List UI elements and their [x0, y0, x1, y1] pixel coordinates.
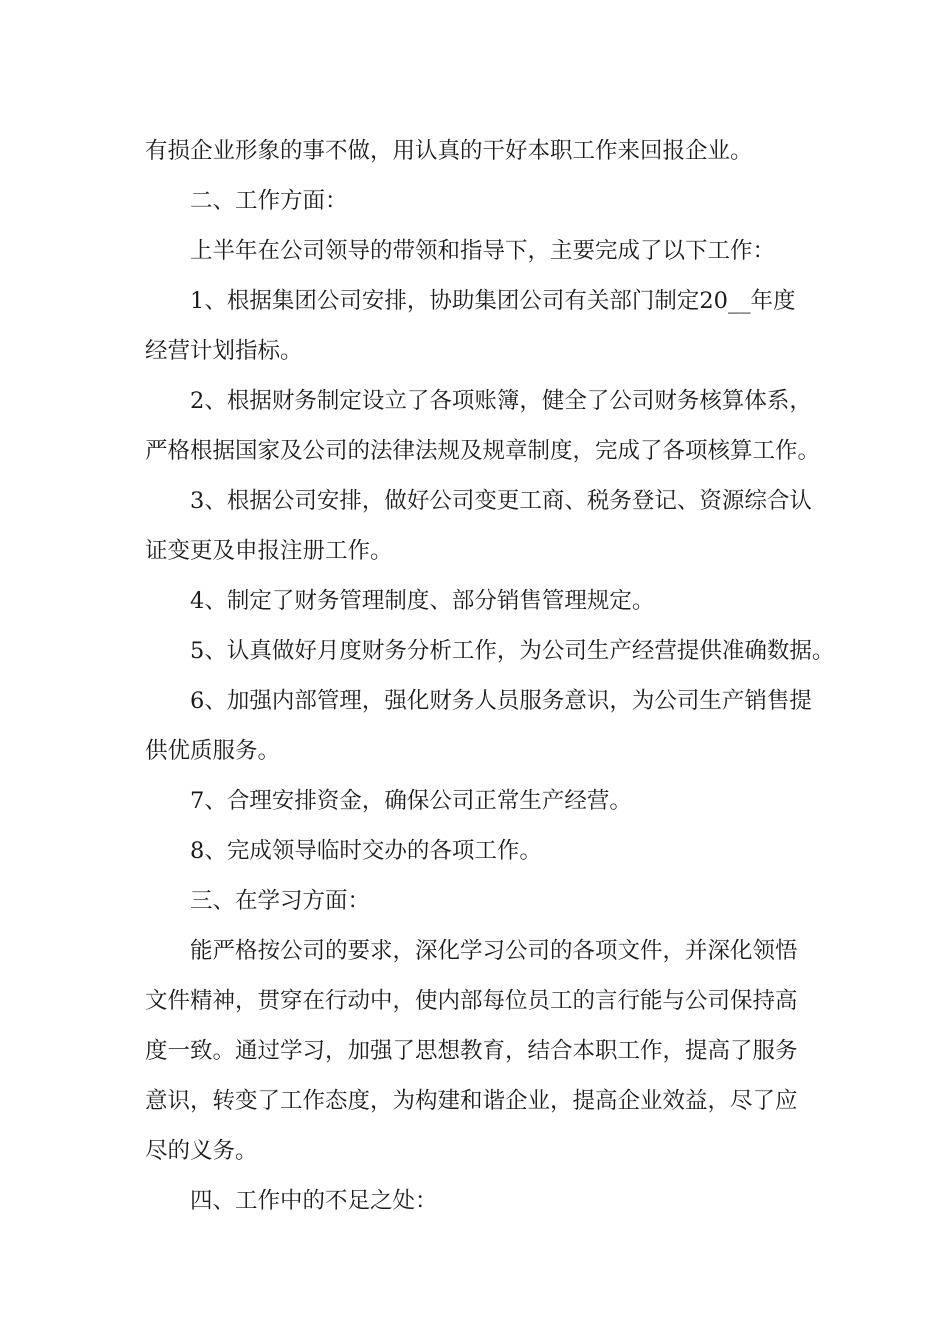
paragraph-line: 能严格按公司的要求，深化学习公司的各项文件，并深化领悟	[190, 938, 798, 964]
list-item-1: 1、根据集团公司安排，协助集团公司有关部门制定20__年度	[190, 288, 796, 314]
paragraph-line: 文件精神，贯穿在行动中，使内部每位员工的言行能与公司保持高	[145, 988, 798, 1014]
list-item-5: 5、认真做好月度财务分析工作，为公司生产经营提供准确数据。	[190, 638, 835, 664]
list-item-3-cont: 证变更及申报注册工作。	[145, 538, 393, 564]
list-item-3: 3、根据公司安排，做好公司变更工商、税务登记、资源综合认	[190, 488, 812, 514]
list-item-1-cont: 经营计划指标。	[145, 338, 303, 364]
paragraph-line: 意识，转变了工作态度，为构建和谐企业，提高企业效益，尽了应	[145, 1088, 798, 1114]
list-item-7: 7、合理安排资金，确保公司正常生产经营。	[190, 788, 632, 814]
section-heading-shortcomings: 四、工作中的不足之处：	[190, 1188, 438, 1214]
list-item-8: 8、完成领导临时交办的各项工作。	[190, 838, 542, 864]
list-item-6-cont: 供优质服务。	[145, 738, 281, 764]
list-item-2-cont: 严格根据国家及公司的法律法规及规章制度，完成了各项核算工作。	[145, 438, 821, 464]
paragraph-line: 上半年在公司领导的带领和指导下，主要完成了以下工作：	[190, 238, 776, 264]
paragraph-line: 有损企业形象的事不做，用认真的干好本职工作来回报企业。	[145, 138, 753, 164]
list-item-6: 6、加强内部管理，强化财务人员服务意识，为公司生产销售提	[190, 688, 812, 714]
section-heading-work: 二、工作方面：	[190, 188, 348, 214]
section-heading-study: 三、在学习方面：	[190, 888, 371, 914]
list-item-2: 2、根据财务制定设立了各项账簿，健全了公司财务核算体系，	[190, 388, 812, 414]
paragraph-line: 度一致。通过学习，加强了思想教育，结合本职工作，提高了服务	[145, 1038, 798, 1064]
paragraph-line: 尽的义务。	[145, 1138, 258, 1164]
list-item-4: 4、制定了财务管理制度、部分销售管理规定。	[190, 588, 655, 614]
